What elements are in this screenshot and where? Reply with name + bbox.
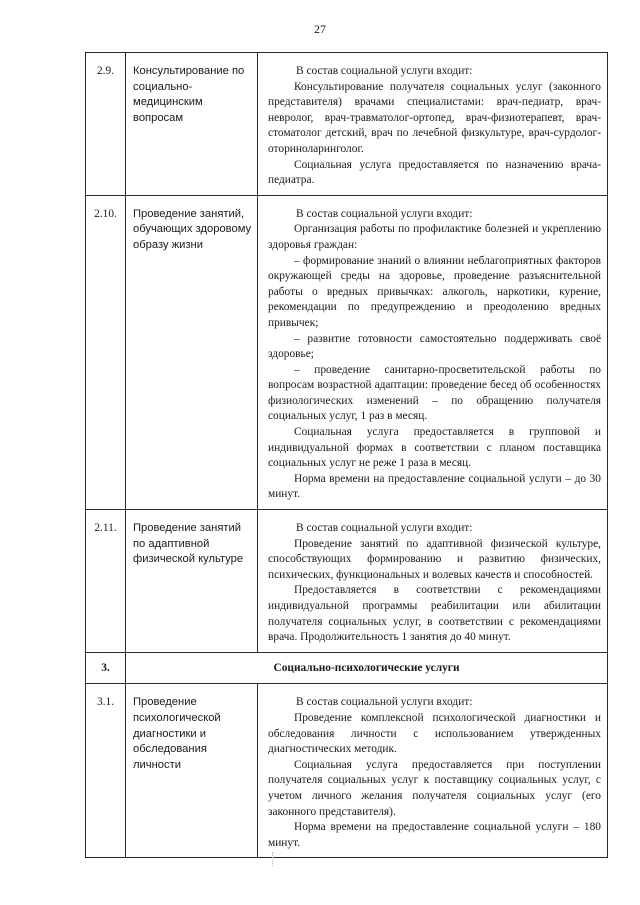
description-paragraph: Норма времени на предоставление социальной услуги – 180 минут. [268,821,601,849]
service-name: Проведение занятий, обучающих здоровому образу жизни [126,195,258,509]
description-paragraph: Предоставляется в соответствии с рекомендациями индивидуальной программы реабилитации или абилитации получателя социальных услуг, в соответствии с рекомендациями врача. Продолжительность 1 занятия до 40 минут. [268,584,601,644]
description-paragraph: Проведение комплексной психологической диагностики и обследования личности с использованием утвержденных диагностических методик. [268,711,601,756]
table-row [86,195,608,509]
row-number: 2.11. [86,510,126,653]
scan-artifact-divider [272,852,274,866]
description-paragraph: Организация работы по профилактике болезней и укреплению здоровья граждан: [268,223,601,251]
description-paragraph: Консультирование получателя социальных услуг (законного представителя) врачами специалистами: врач-педиатр, врач-невролог, врач-травматолог-ортопед, врач-физиотерапевт, врач-стоматолог детский, врач по лечебной физкультуре, врач-сурдолог-оториноларинголог. [268,80,601,155]
services-table [85,52,608,858]
row-number: 2.9. [86,53,126,196]
page-number: 27 [314,22,326,36]
description-paragraph: Социальная услуга предоставляется при поступлении получателя социальных услуг к поставщику социальных услуг, с учетом личного желания получателя социальных услуг (его законного представителя). [268,758,601,818]
service-name: Консультирование по социально-медицинским вопросам [126,53,258,196]
row-number: 3.1. [86,684,126,858]
row-number: 2.10. [86,195,126,509]
description-paragraph: В состав социальной услуги входит: [296,65,473,77]
service-description [258,195,608,509]
section-title: Социально-психологические услуги [126,652,608,684]
service-name: Проведение психологической диагностики и обследования личности [126,684,258,858]
section-header-row [86,652,608,684]
service-description [258,510,608,653]
description-paragraph: В состав социальной услуги входит: [296,207,473,220]
service-description [258,684,608,858]
description-paragraph: Социальная услуга предоставляется по назначению врача-педиатра. [268,158,601,187]
section-number: 3. [86,652,126,684]
description-paragraph: Социальная услуга предоставляется в групповой и индивидуальной формах в соответствии с планом поставщика социальных услуг не реже 1 раза в месяц. [268,426,601,470]
table-row [86,684,608,858]
service-description [258,53,608,196]
description-paragraph: Проведение занятий по адаптивной физической культуре, способствующих формированию и развитию физических, психических, функциональных и волевых качеств и способностей. [268,537,601,581]
description-paragraph: В состав социальной услуги входит: [296,522,473,535]
description-paragraph: – проведение санитарно-просветительской работы по вопросам возрастной адаптации: проведение бесед об особенностях физиологических изменений – по обращению получателя социальных услуг, 1 раз в месяц. [268,363,601,423]
description-paragraph: – формирование знаний о влиянии неблагоприятных факторов окружающей среды на здоровье, проведение разъяснительной работы о вредных привычках: алкоголь, наркотики, курение, рекомендации по предупреждению и преодолению вредных привычек; [268,254,601,329]
service-name: Проведение занятий по адаптивной физической культуре [126,510,258,653]
description-paragraph: В состав социальной услуги входит: [296,696,473,709]
description-paragraph: – развитие готовности самостоятельно поддерживать своё здоровье; [268,332,601,361]
table-row [86,53,608,196]
description-paragraph: Норма времени на предоставление социальной услуги – до 30 минут. [268,472,601,501]
table-row [86,510,608,653]
